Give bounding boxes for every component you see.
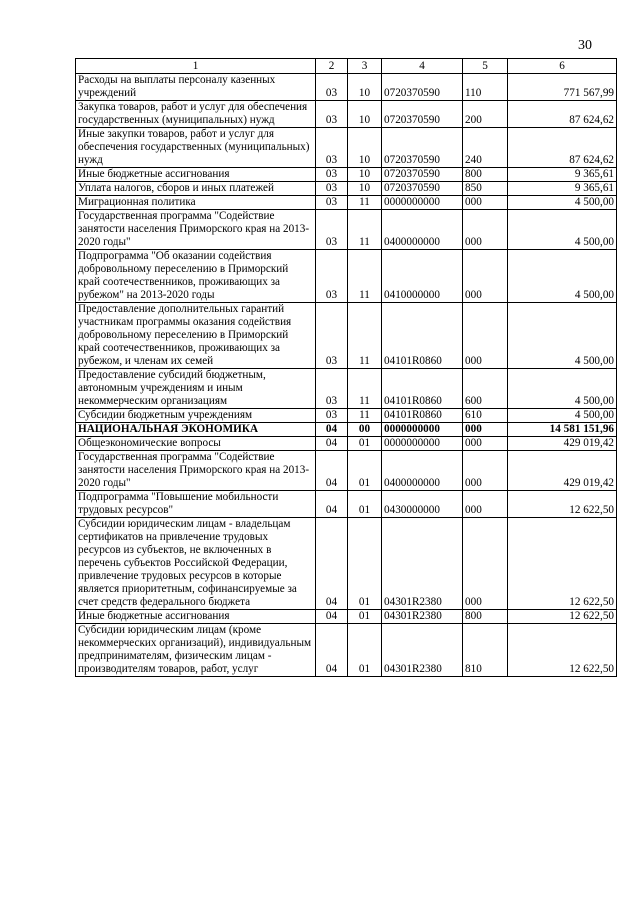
expense-type-code: 800 — [463, 168, 508, 182]
table-row — [76, 409, 617, 423]
amount: 14 581 151,96 — [508, 423, 617, 437]
section-code: 03 — [316, 369, 348, 409]
expense-type-code: 000 — [463, 196, 508, 210]
section-code: 04 — [316, 491, 348, 518]
amount: 429 019,42 — [508, 451, 617, 491]
subsection-code: 10 — [348, 74, 382, 101]
row-name: Подпрограмма "Повышение мобильности трудовых ресурсов" — [76, 491, 316, 518]
row-name: Закупка товаров, работ и услуг для обеспечения государственных (муниципальных) нужд — [76, 101, 316, 128]
target-article-code: 04301R2380 — [382, 518, 463, 610]
expense-type-code: 200 — [463, 101, 508, 128]
row-name: Предоставление дополнительных гарантий участникам программы оказания содействия добровольному переселению в Приморский край соотечественников, проживающих за рубежом, и членам их семей — [76, 303, 316, 369]
table-row — [76, 210, 617, 250]
target-article-code: 0430000000 — [382, 491, 463, 518]
section-code: 03 — [316, 196, 348, 210]
table-row — [76, 168, 617, 182]
subsection-code: 01 — [348, 451, 382, 491]
target-article-code: 0000000000 — [382, 196, 463, 210]
target-article-code: 04101R0860 — [382, 303, 463, 369]
subsection-code: 11 — [348, 196, 382, 210]
expense-type-code: 000 — [463, 491, 508, 518]
subsection-code: 10 — [348, 168, 382, 182]
section-code: 03 — [316, 210, 348, 250]
amount: 4 500,00 — [508, 250, 617, 303]
section-code: 03 — [316, 74, 348, 101]
target-article-code: 04101R0860 — [382, 369, 463, 409]
row-name: Субсидии бюджетным учреждениям — [76, 409, 316, 423]
subsection-code: 11 — [348, 210, 382, 250]
table-row — [76, 182, 617, 196]
amount: 87 624,62 — [508, 128, 617, 168]
row-name: Предоставление субсидий бюджетным, автономным учреждениям и иным некоммерческим организациям — [76, 369, 316, 409]
table-row — [76, 74, 617, 101]
table-header-row — [76, 59, 617, 74]
row-name: Уплата налогов, сборов и иных платежей — [76, 182, 316, 196]
target-article-code: 04301R2380 — [382, 624, 463, 677]
target-article-code: 0000000000 — [382, 437, 463, 451]
table-row — [76, 369, 617, 409]
subsection-code: 01 — [348, 491, 382, 518]
row-name: Иные закупки товаров, работ и услуг для обеспечения государственных (муниципальных) нужд — [76, 128, 316, 168]
amount: 4 500,00 — [508, 409, 617, 423]
expense-type-code: 800 — [463, 610, 508, 624]
amount: 12 622,50 — [508, 610, 617, 624]
subsection-code: 10 — [348, 128, 382, 168]
page-number: 30 — [578, 38, 592, 53]
budget-table — [75, 58, 617, 677]
expense-type-code: 110 — [463, 74, 508, 101]
section-code: 03 — [316, 128, 348, 168]
subsection-code: 10 — [348, 101, 382, 128]
table-row — [76, 437, 617, 451]
expense-type-code: 000 — [463, 303, 508, 369]
expense-type-code: 000 — [463, 437, 508, 451]
section-code: 03 — [316, 250, 348, 303]
expense-type-code: 000 — [463, 210, 508, 250]
amount: 429 019,42 — [508, 437, 617, 451]
section-code: 04 — [316, 437, 348, 451]
row-name: Государственная программа "Содействие занятости населения Приморского края на 2013-2020 годы" — [76, 210, 316, 250]
amount: 12 622,50 — [508, 491, 617, 518]
amount: 9 365,61 — [508, 182, 617, 196]
expense-type-code: 240 — [463, 128, 508, 168]
amount: 9 365,61 — [508, 168, 617, 182]
amount: 771 567,99 — [508, 74, 617, 101]
expense-type-code: 850 — [463, 182, 508, 196]
expense-type-code: 600 — [463, 369, 508, 409]
expense-type-code: 610 — [463, 409, 508, 423]
section-code: 03 — [316, 409, 348, 423]
table-row — [76, 624, 617, 677]
table-row-section-total — [76, 423, 617, 437]
section-code: 04 — [316, 610, 348, 624]
expense-type-code: 000 — [463, 250, 508, 303]
expense-type-code: 810 — [463, 624, 508, 677]
table-row — [76, 610, 617, 624]
amount: 4 500,00 — [508, 210, 617, 250]
table-row — [76, 196, 617, 210]
section-code: 04 — [316, 624, 348, 677]
subsection-code: 01 — [348, 610, 382, 624]
subsection-code: 00 — [348, 423, 382, 437]
section-code: 03 — [316, 182, 348, 196]
target-article-code: 04301R2380 — [382, 610, 463, 624]
amount: 12 622,50 — [508, 518, 617, 610]
row-name: Субсидии юридическим лицам - владельцам сертификатов на привлечение трудовых ресурсов из субъектов, не включенных в перечень субъектов Российской Федерации, привлечение трудовых ресурсов в которые является приоритетным, софинансируемые за счет средств федерального бюджета — [76, 518, 316, 610]
row-name: Расходы на выплаты персоналу казенных учреждений — [76, 74, 316, 101]
target-article-code: 0720370590 — [382, 182, 463, 196]
section-code: 04 — [316, 518, 348, 610]
table-row — [76, 491, 617, 518]
subsection-code: 01 — [348, 624, 382, 677]
target-article-code: 0000000000 — [382, 423, 463, 437]
target-article-code: 04101R0860 — [382, 409, 463, 423]
table-row — [76, 128, 617, 168]
target-article-code: 0400000000 — [382, 451, 463, 491]
row-name: Общеэкономические вопросы — [76, 437, 316, 451]
row-name: Иные бюджетные ассигнования — [76, 610, 316, 624]
section-code: 03 — [316, 101, 348, 128]
table-row — [76, 250, 617, 303]
target-article-code: 0400000000 — [382, 210, 463, 250]
table-row — [76, 518, 617, 610]
amount: 4 500,00 — [508, 303, 617, 369]
row-name: Иные бюджетные ассигнования — [76, 168, 316, 182]
subsection-code: 01 — [348, 518, 382, 610]
row-name: Миграционная политика — [76, 196, 316, 210]
column-header: 6 — [508, 59, 617, 74]
column-header: 3 — [348, 59, 382, 74]
target-article-code: 0720370590 — [382, 74, 463, 101]
expense-type-code: 000 — [463, 423, 508, 437]
subsection-code: 11 — [348, 409, 382, 423]
row-name: Субсидии юридическим лицам (кроме некоммерческих организаций), индивидуальным предпринимателям, физическим лицам - производителям товаров, работ, услуг — [76, 624, 316, 677]
amount: 12 622,50 — [508, 624, 617, 677]
row-name: НАЦИОНАЛЬНАЯ ЭКОНОМИКА — [76, 423, 316, 437]
section-code: 04 — [316, 451, 348, 491]
target-article-code: 0410000000 — [382, 250, 463, 303]
column-header: 4 — [382, 59, 463, 74]
column-header: 5 — [463, 59, 508, 74]
amount: 4 500,00 — [508, 196, 617, 210]
section-code: 03 — [316, 303, 348, 369]
expense-type-code: 000 — [463, 518, 508, 610]
row-name: Государственная программа "Содействие занятости населения Приморского края на 2013-2020 годы" — [76, 451, 316, 491]
amount: 4 500,00 — [508, 369, 617, 409]
column-header: 1 — [76, 59, 316, 74]
amount: 87 624,62 — [508, 101, 617, 128]
target-article-code: 0720370590 — [382, 101, 463, 128]
subsection-code: 10 — [348, 182, 382, 196]
section-code: 03 — [316, 168, 348, 182]
section-code: 04 — [316, 423, 348, 437]
subsection-code: 11 — [348, 250, 382, 303]
subsection-code: 11 — [348, 303, 382, 369]
subsection-code: 01 — [348, 437, 382, 451]
column-header: 2 — [316, 59, 348, 74]
subsection-code: 11 — [348, 369, 382, 409]
table-row — [76, 303, 617, 369]
expense-type-code: 000 — [463, 451, 508, 491]
table-row — [76, 101, 617, 128]
target-article-code: 0720370590 — [382, 128, 463, 168]
table-row — [76, 451, 617, 491]
row-name: Подпрограмма "Об оказании содействия добровольному переселению в Приморский край соотечественников, проживающих за рубежом" на 2013-2020 годы — [76, 250, 316, 303]
target-article-code: 0720370590 — [382, 168, 463, 182]
